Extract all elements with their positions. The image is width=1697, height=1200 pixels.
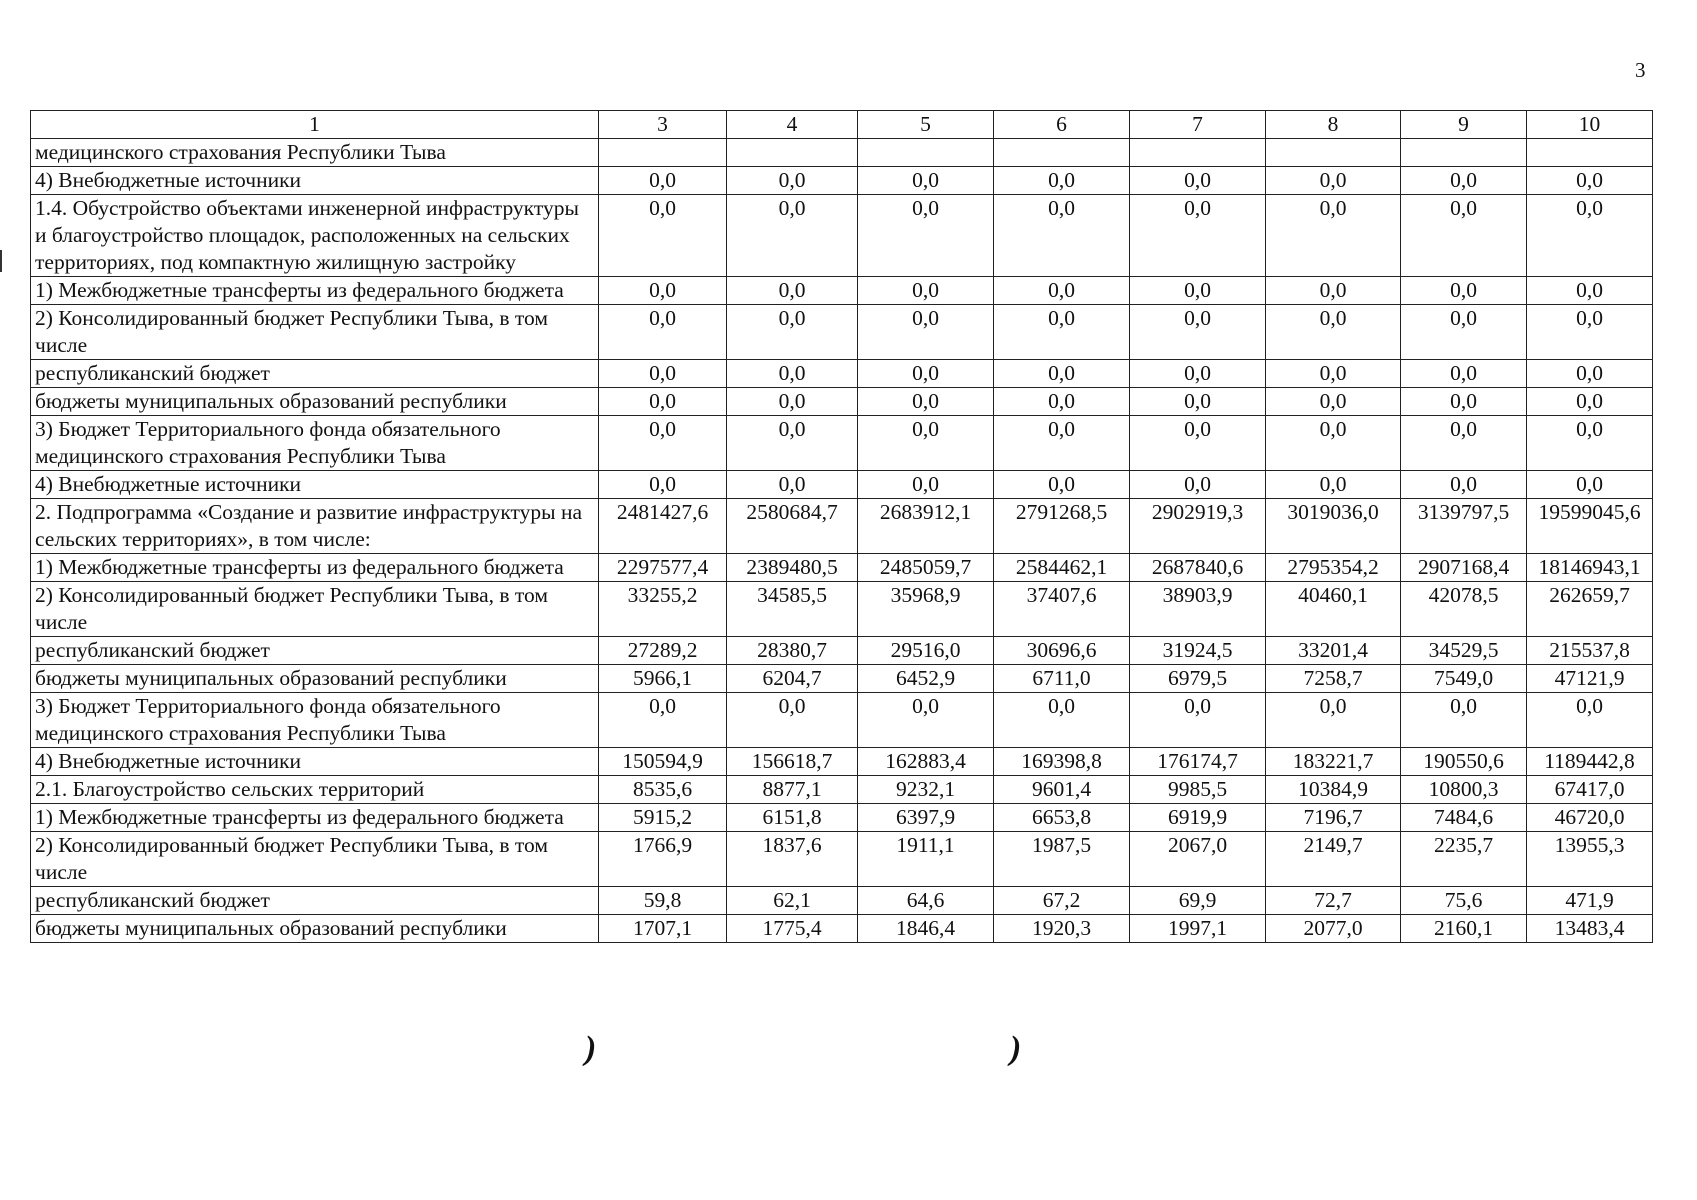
value-cell: 0,0 <box>994 305 1130 360</box>
value-cell: 0,0 <box>994 277 1130 305</box>
table-row <box>31 277 1653 305</box>
value-cell: 471,9 <box>1527 887 1653 915</box>
value-cell: 2795354,2 <box>1266 554 1401 582</box>
value-cell: 2481427,6 <box>599 499 727 554</box>
table-row <box>31 554 1653 582</box>
row-label: 1) Межбюджетные трансферты из федерального бюджета <box>31 554 599 582</box>
row-label: 4) Внебюджетные источники <box>31 748 599 776</box>
value-cell: 2067,0 <box>1130 832 1266 887</box>
value-cell: 1920,3 <box>994 915 1130 943</box>
page-number: 3 <box>1635 58 1646 82</box>
value-cell: 183221,7 <box>1266 748 1401 776</box>
table-row <box>31 776 1653 804</box>
value-cell: 0,0 <box>599 167 727 195</box>
table-row <box>31 499 1653 554</box>
value-cell: 0,0 <box>1266 693 1401 748</box>
value-cell: 6204,7 <box>727 665 858 693</box>
value-cell: 2235,7 <box>1401 832 1527 887</box>
value-cell <box>1527 139 1653 167</box>
table-row <box>31 915 1653 943</box>
value-cell: 0,0 <box>1130 693 1266 748</box>
value-cell: 0,0 <box>1266 277 1401 305</box>
value-cell <box>858 139 994 167</box>
value-cell: 1766,9 <box>599 832 727 887</box>
value-cell: 0,0 <box>1266 305 1401 360</box>
value-cell: 0,0 <box>858 305 994 360</box>
value-cell: 150594,9 <box>599 748 727 776</box>
value-cell: 2791268,5 <box>994 499 1130 554</box>
value-cell <box>1130 139 1266 167</box>
value-cell: 1707,1 <box>599 915 727 943</box>
value-cell: 0,0 <box>858 471 994 499</box>
value-cell: 0,0 <box>599 416 727 471</box>
row-label: 1) Межбюджетные трансферты из федерального бюджета <box>31 804 599 832</box>
value-cell: 2584462,1 <box>994 554 1130 582</box>
value-cell: 33201,4 <box>1266 637 1401 665</box>
value-cell: 10384,9 <box>1266 776 1401 804</box>
value-cell: 2160,1 <box>1401 915 1527 943</box>
row-label: республиканский бюджет <box>31 360 599 388</box>
value-cell: 0,0 <box>1401 167 1527 195</box>
table-row <box>31 693 1653 748</box>
value-cell <box>599 139 727 167</box>
value-cell: 6151,8 <box>727 804 858 832</box>
value-cell: 0,0 <box>1527 195 1653 277</box>
header-cell: 1 <box>31 111 599 139</box>
value-cell: 9985,5 <box>1130 776 1266 804</box>
value-cell: 0,0 <box>1527 360 1653 388</box>
row-label: бюджеты муниципальных образований республики <box>31 388 599 416</box>
budget-table <box>30 110 1653 943</box>
scan-edge-mark <box>0 250 2 272</box>
value-cell: 0,0 <box>1266 195 1401 277</box>
value-cell: 0,0 <box>1401 416 1527 471</box>
header-cell: 5 <box>858 111 994 139</box>
value-cell: 27289,2 <box>599 637 727 665</box>
row-label: 2) Консолидированный бюджет Республики Тыва, в том числе <box>31 305 599 360</box>
value-cell: 0,0 <box>727 195 858 277</box>
value-cell: 0,0 <box>727 305 858 360</box>
value-cell: 67417,0 <box>1527 776 1653 804</box>
value-cell: 0,0 <box>1266 360 1401 388</box>
value-cell: 62,1 <box>727 887 858 915</box>
value-cell: 1987,5 <box>994 832 1130 887</box>
value-cell: 0,0 <box>1401 195 1527 277</box>
table-body <box>31 139 1653 943</box>
value-cell: 7258,7 <box>1266 665 1401 693</box>
value-cell: 8877,1 <box>727 776 858 804</box>
value-cell: 0,0 <box>1130 471 1266 499</box>
value-cell: 0,0 <box>727 388 858 416</box>
row-label: 1.4. Обустройство объектами инженерной инфраструктуры и благоустройство площадок, расположенных на сельских территориях, под компактную жилищную застройку <box>31 195 599 277</box>
row-label: республиканский бюджет <box>31 887 599 915</box>
value-cell: 0,0 <box>1527 277 1653 305</box>
value-cell: 7196,7 <box>1266 804 1401 832</box>
row-label: 2. Подпрограмма «Создание и развитие инфраструктуры на сельских территориях», в том числе: <box>31 499 599 554</box>
table-header <box>31 111 1653 139</box>
value-cell: 64,6 <box>858 887 994 915</box>
value-cell: 35968,9 <box>858 582 994 637</box>
value-cell: 37407,6 <box>994 582 1130 637</box>
value-cell: 0,0 <box>858 388 994 416</box>
value-cell: 28380,7 <box>727 637 858 665</box>
value-cell: 0,0 <box>599 195 727 277</box>
row-label: 2) Консолидированный бюджет Республики Тыва, в том числе <box>31 582 599 637</box>
value-cell: 34529,5 <box>1401 637 1527 665</box>
value-cell: 0,0 <box>727 471 858 499</box>
value-cell: 0,0 <box>727 416 858 471</box>
table-row <box>31 582 1653 637</box>
value-cell: 190550,6 <box>1401 748 1527 776</box>
value-cell: 0,0 <box>1266 416 1401 471</box>
value-cell: 7484,6 <box>1401 804 1527 832</box>
value-cell: 5915,2 <box>599 804 727 832</box>
value-cell: 0,0 <box>1527 388 1653 416</box>
row-label: 3) Бюджет Территориального фонда обязательного медицинского страхования Республики Тыва <box>31 416 599 471</box>
value-cell: 0,0 <box>727 360 858 388</box>
value-cell: 0,0 <box>1130 360 1266 388</box>
value-cell: 2485059,7 <box>858 554 994 582</box>
value-cell: 40460,1 <box>1266 582 1401 637</box>
header-cell: 6 <box>994 111 1130 139</box>
value-cell: 0,0 <box>727 693 858 748</box>
table-row <box>31 195 1653 277</box>
row-label: 4) Внебюджетные источники <box>31 167 599 195</box>
table-row <box>31 832 1653 887</box>
value-cell: 0,0 <box>1527 416 1653 471</box>
value-cell: 0,0 <box>994 167 1130 195</box>
value-cell: 0,0 <box>1401 305 1527 360</box>
header-cell: 10 <box>1527 111 1653 139</box>
value-cell: 0,0 <box>1401 360 1527 388</box>
value-cell: 0,0 <box>599 360 727 388</box>
value-cell: 30696,6 <box>994 637 1130 665</box>
value-cell: 0,0 <box>599 277 727 305</box>
value-cell: 0,0 <box>599 388 727 416</box>
value-cell: 0,0 <box>599 471 727 499</box>
value-cell: 6919,9 <box>1130 804 1266 832</box>
value-cell: 38903,9 <box>1130 582 1266 637</box>
row-label: 1) Межбюджетные трансферты из федерального бюджета <box>31 277 599 305</box>
value-cell: 31924,5 <box>1130 637 1266 665</box>
value-cell: 215537,8 <box>1527 637 1653 665</box>
value-cell: 1911,1 <box>858 832 994 887</box>
table-row <box>31 637 1653 665</box>
value-cell: 262659,7 <box>1527 582 1653 637</box>
value-cell: 1837,6 <box>727 832 858 887</box>
value-cell: 0,0 <box>1130 388 1266 416</box>
value-cell: 0,0 <box>1401 388 1527 416</box>
value-cell: 2389480,5 <box>727 554 858 582</box>
value-cell: 3139797,5 <box>1401 499 1527 554</box>
value-cell: 2907168,4 <box>1401 554 1527 582</box>
value-cell: 6711,0 <box>994 665 1130 693</box>
value-cell: 19599045,6 <box>1527 499 1653 554</box>
table-row <box>31 305 1653 360</box>
value-cell: 2077,0 <box>1266 915 1401 943</box>
row-label: бюджеты муниципальных образований республики <box>31 665 599 693</box>
value-cell: 29516,0 <box>858 637 994 665</box>
value-cell: 2149,7 <box>1266 832 1401 887</box>
value-cell: 6397,9 <box>858 804 994 832</box>
value-cell: 0,0 <box>599 693 727 748</box>
value-cell: 34585,5 <box>727 582 858 637</box>
row-label: бюджеты муниципальных образований республики <box>31 915 599 943</box>
table-row <box>31 139 1653 167</box>
value-cell: 1997,1 <box>1130 915 1266 943</box>
header-cell: 9 <box>1401 111 1527 139</box>
table-row <box>31 804 1653 832</box>
margin-mark: ) <box>1010 1030 1022 1067</box>
value-cell: 1846,4 <box>858 915 994 943</box>
value-cell: 0,0 <box>858 167 994 195</box>
value-cell: 0,0 <box>994 416 1130 471</box>
value-cell: 42078,5 <box>1401 582 1527 637</box>
header-cell: 4 <box>727 111 858 139</box>
value-cell: 176174,7 <box>1130 748 1266 776</box>
row-label: 2) Консолидированный бюджет Республики Тыва, в том числе <box>31 832 599 887</box>
value-cell: 2580684,7 <box>727 499 858 554</box>
value-cell: 0,0 <box>1130 277 1266 305</box>
table-row <box>31 360 1653 388</box>
value-cell: 7549,0 <box>1401 665 1527 693</box>
value-cell: 18146943,1 <box>1527 554 1653 582</box>
value-cell: 162883,4 <box>858 748 994 776</box>
header-cell: 8 <box>1266 111 1401 139</box>
value-cell: 0,0 <box>1527 471 1653 499</box>
value-cell: 6452,9 <box>858 665 994 693</box>
value-cell: 0,0 <box>1401 277 1527 305</box>
value-cell: 169398,8 <box>994 748 1130 776</box>
header-row <box>31 111 1653 139</box>
value-cell: 9232,1 <box>858 776 994 804</box>
value-cell: 0,0 <box>1527 693 1653 748</box>
value-cell: 10800,3 <box>1401 776 1527 804</box>
header-cell: 3 <box>599 111 727 139</box>
value-cell: 13483,4 <box>1527 915 1653 943</box>
value-cell: 75,6 <box>1401 887 1527 915</box>
value-cell: 6653,8 <box>994 804 1130 832</box>
value-cell: 47121,9 <box>1527 665 1653 693</box>
header-cell: 7 <box>1130 111 1266 139</box>
margin-mark: ) <box>585 1030 597 1067</box>
value-cell: 1189442,8 <box>1527 748 1653 776</box>
value-cell: 0,0 <box>858 195 994 277</box>
value-cell <box>727 139 858 167</box>
value-cell: 2687840,6 <box>1130 554 1266 582</box>
value-cell: 0,0 <box>727 277 858 305</box>
value-cell: 0,0 <box>599 305 727 360</box>
value-cell: 2902919,3 <box>1130 499 1266 554</box>
value-cell: 0,0 <box>858 416 994 471</box>
value-cell: 0,0 <box>994 195 1130 277</box>
value-cell: 59,8 <box>599 887 727 915</box>
value-cell: 0,0 <box>1266 167 1401 195</box>
value-cell <box>1266 139 1401 167</box>
value-cell: 2683912,1 <box>858 499 994 554</box>
value-cell: 0,0 <box>1401 693 1527 748</box>
value-cell: 0,0 <box>994 471 1130 499</box>
value-cell: 72,7 <box>1266 887 1401 915</box>
value-cell: 0,0 <box>727 167 858 195</box>
table-row <box>31 167 1653 195</box>
value-cell <box>1401 139 1527 167</box>
table-row <box>31 471 1653 499</box>
value-cell: 0,0 <box>858 277 994 305</box>
value-cell: 0,0 <box>858 360 994 388</box>
value-cell: 0,0 <box>994 388 1130 416</box>
table-row <box>31 887 1653 915</box>
table-row <box>31 748 1653 776</box>
row-label: медицинского страхования Республики Тыва <box>31 139 599 167</box>
value-cell: 2297577,4 <box>599 554 727 582</box>
value-cell: 33255,2 <box>599 582 727 637</box>
value-cell: 67,2 <box>994 887 1130 915</box>
value-cell: 0,0 <box>1130 195 1266 277</box>
value-cell: 8535,6 <box>599 776 727 804</box>
row-label: 2.1. Благоустройство сельских территорий <box>31 776 599 804</box>
value-cell: 69,9 <box>1130 887 1266 915</box>
value-cell: 0,0 <box>1266 471 1401 499</box>
value-cell: 0,0 <box>1130 167 1266 195</box>
table-row <box>31 388 1653 416</box>
value-cell: 0,0 <box>1130 416 1266 471</box>
value-cell: 0,0 <box>1527 167 1653 195</box>
value-cell: 5966,1 <box>599 665 727 693</box>
value-cell: 6979,5 <box>1130 665 1266 693</box>
value-cell: 0,0 <box>994 360 1130 388</box>
value-cell: 0,0 <box>1266 388 1401 416</box>
row-label: республиканский бюджет <box>31 637 599 665</box>
row-label: 4) Внебюджетные источники <box>31 471 599 499</box>
row-label: 3) Бюджет Территориального фонда обязательного медицинского страхования Республики Тыва <box>31 693 599 748</box>
value-cell: 0,0 <box>994 693 1130 748</box>
value-cell: 46720,0 <box>1527 804 1653 832</box>
table-row <box>31 416 1653 471</box>
table-row <box>31 665 1653 693</box>
value-cell: 9601,4 <box>994 776 1130 804</box>
value-cell: 0,0 <box>1130 305 1266 360</box>
value-cell: 156618,7 <box>727 748 858 776</box>
value-cell: 0,0 <box>1401 471 1527 499</box>
value-cell: 1775,4 <box>727 915 858 943</box>
value-cell <box>994 139 1130 167</box>
value-cell: 0,0 <box>1527 305 1653 360</box>
value-cell: 13955,3 <box>1527 832 1653 887</box>
value-cell: 0,0 <box>858 693 994 748</box>
value-cell: 3019036,0 <box>1266 499 1401 554</box>
